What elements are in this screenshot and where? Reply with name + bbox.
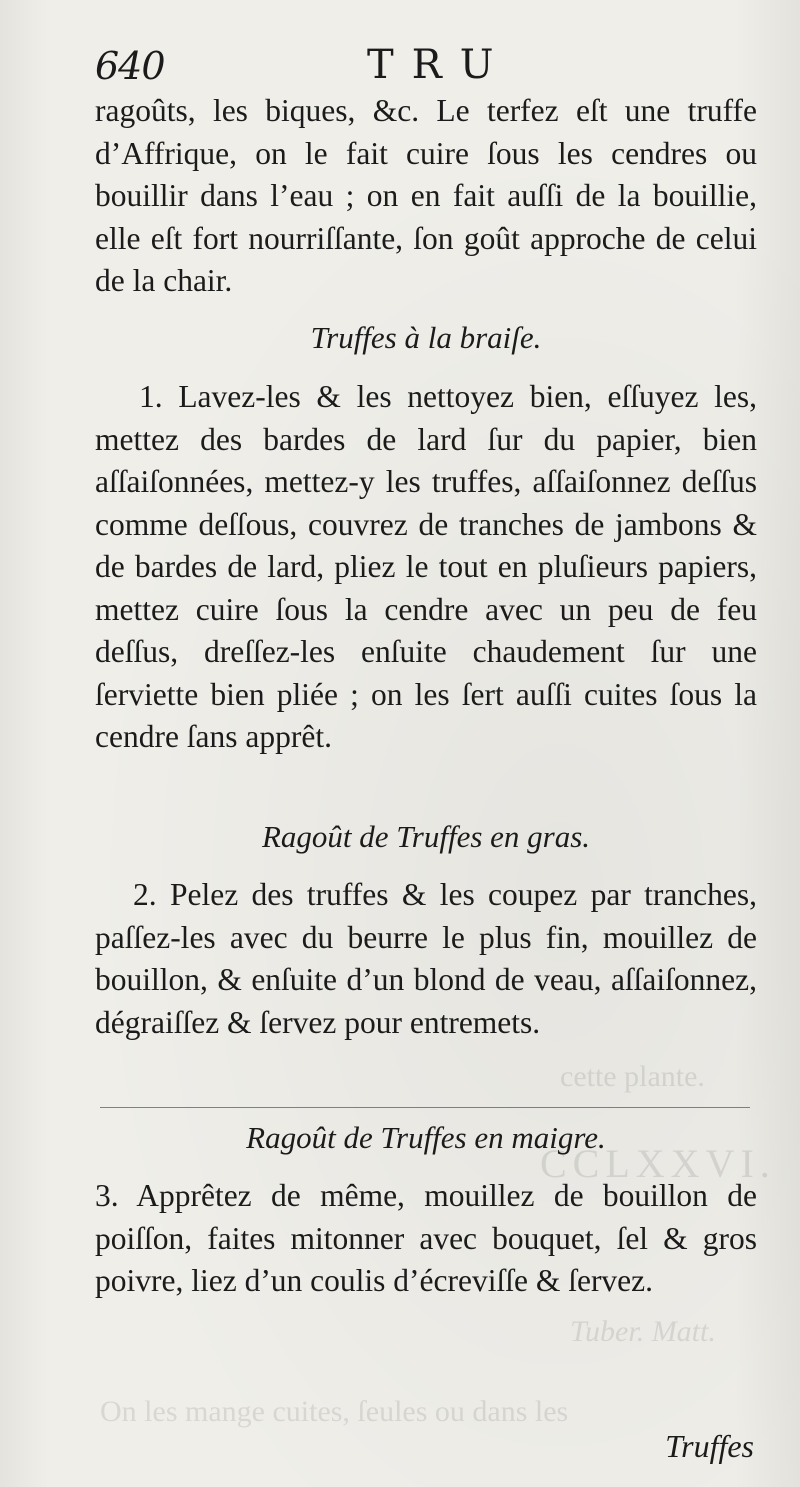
show-through-text: Tuber. Matt. xyxy=(570,1315,716,1348)
show-through-text: cette plante. xyxy=(560,1060,705,1093)
catchword: Truffes xyxy=(665,1428,754,1464)
page-header xyxy=(95,42,755,94)
heading-truffes-braise: Truffes à la braiſe. xyxy=(310,320,542,355)
intro-paragraph: ragoûts, les biques, &c. Le terfez eſt une truffe d’Affrique, on le fait cuire ſous les cendres ou bouillir dans l’eau ; on en fait auſſi de la bouillie, elle eſt fort nourriſſante, ſon goût approche de celui de la chair. xyxy=(95,93,757,298)
heading-ragout-gras: Ragoût de Truffes en gras. xyxy=(261,819,591,854)
running-head: TRU xyxy=(367,42,512,88)
show-through-text: CCLXXVI. xyxy=(540,1141,776,1186)
recipe-1-paragraph: 1. Lavez-les & les nettoyez bien, eſſuyez les, mettez des bardes de lard ſur du papier, bien aſſaiſonnées, mettez-y les truffes, aſſaiſonnez deſſus comme deſſous, couvrez de tranches de jambons & de bardes de lard, pliez le tout en pluſieurs papiers, mettez cuire ſous la cendre avec un peu de feu deſſus, dreſſez-les enſuite chaudement ſur une ſerviette bien pliée ; on les ſert auſſi cuites ſous la cendre ſans apprêt. xyxy=(95,379,757,754)
page-number: 640 xyxy=(95,44,165,88)
recipe-2-paragraph: 2. Pelez des truffes & les coupez par tranches, paſſez-les avec du beurre le plus fin, mouillez de bouillon, & enſuite d’un blond de veau, aſſaiſonnez, dégraiſſez & ſervez pour entremets. xyxy=(95,877,757,1040)
show-through-text: On les mange cuites, ſeules ou dans les xyxy=(100,1395,569,1428)
section-divider xyxy=(100,1107,750,1108)
heading-ragout-maigre: Ragoût de Truffes en maigre. xyxy=(246,1120,606,1155)
recipe-3-paragraph: 3. Apprêtez de même, mouillez de bouillon de poiſſon, faites mitonner avec bouquet, ſel & gros poivre, liez d’un coulis d’écreviſſe & ſervez. xyxy=(95,1178,757,1298)
